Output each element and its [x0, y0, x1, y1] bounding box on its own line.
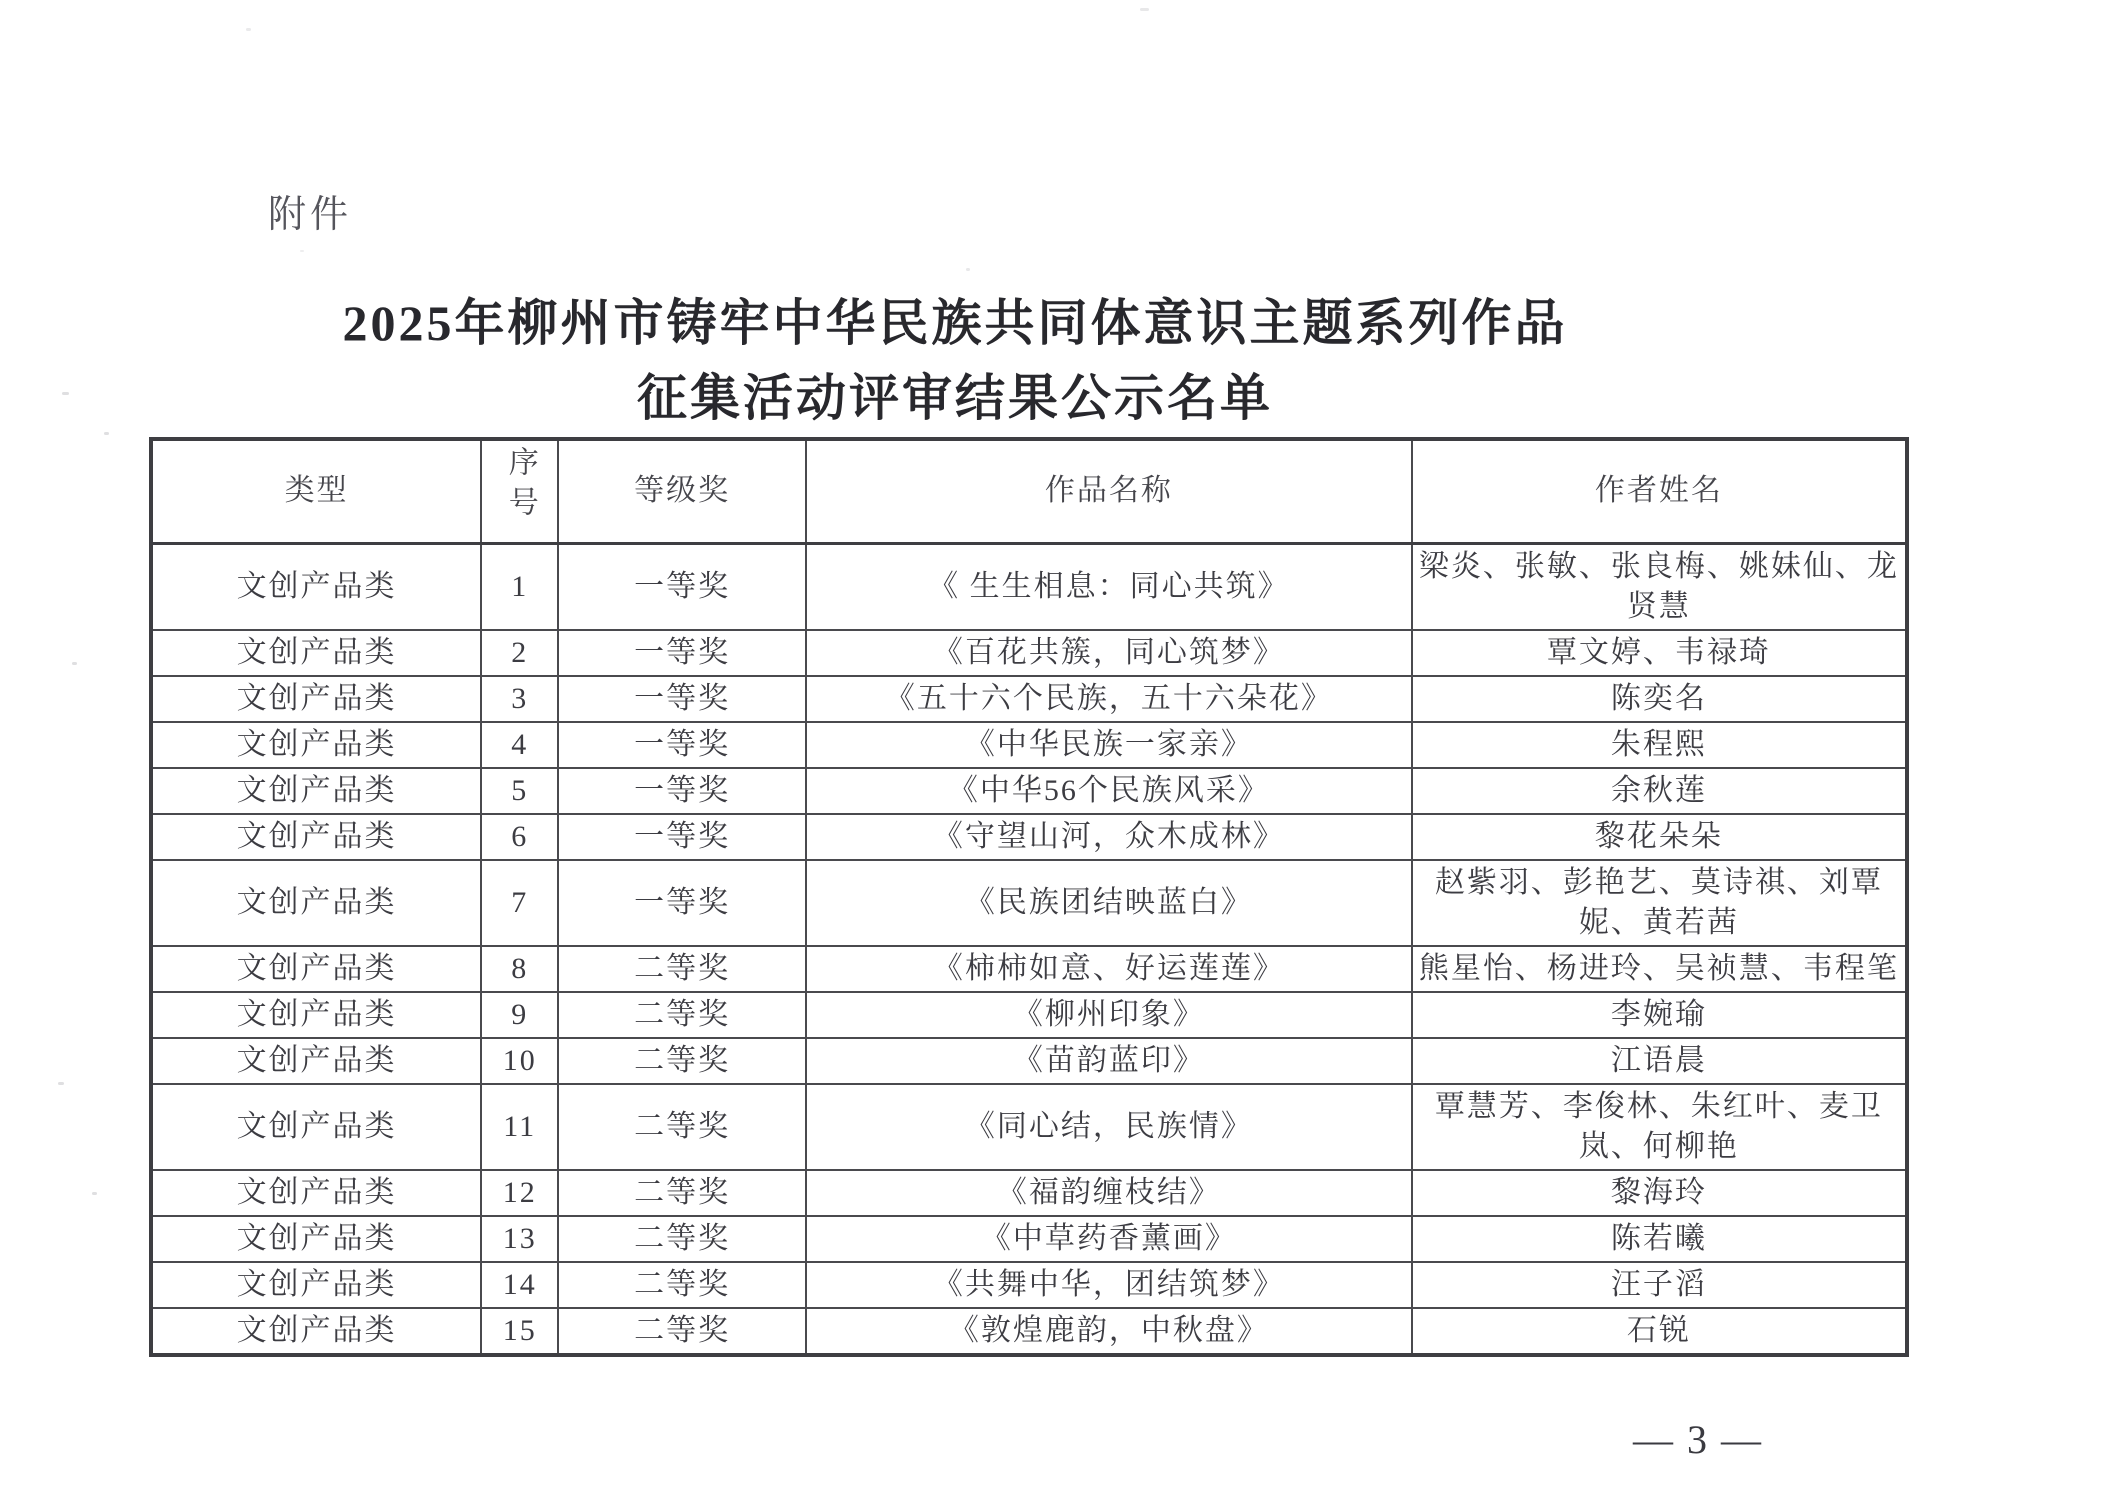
header-cell-award: 等级奖 — [558, 439, 806, 543]
page-number: — 3 — — [1633, 1417, 1763, 1462]
scan-speck — [1140, 8, 1149, 11]
scan-speck — [62, 392, 69, 395]
header-cell-no — [481, 439, 558, 543]
table-row — [151, 722, 1907, 768]
cell-no: 7 — [481, 860, 558, 946]
cell-work: 《福韵缠枝结》 — [806, 1170, 1412, 1216]
table-row — [151, 1038, 1907, 1084]
table-row — [151, 1084, 1907, 1170]
header-row — [151, 439, 1907, 543]
cell-type: 文创产品类 — [151, 1170, 481, 1216]
scan-speck — [246, 28, 251, 31]
table-row — [151, 860, 1907, 946]
cell-no: 11 — [481, 1084, 558, 1170]
cell-award: 一等奖 — [558, 722, 806, 768]
cell-no: 12 — [481, 1170, 558, 1216]
scan-speck — [58, 1082, 64, 1085]
cell-no: 8 — [481, 946, 558, 992]
cell-type: 文创产品类 — [151, 1262, 481, 1308]
cell-work: 《中华56个民族风采》 — [806, 768, 1412, 814]
cell-type: 文创产品类 — [151, 992, 481, 1038]
cell-authors: 朱程熙 — [1412, 722, 1907, 768]
cell-type: 文创产品类 — [151, 676, 481, 722]
cell-no: 5 — [481, 768, 558, 814]
cell-type: 文创产品类 — [151, 630, 481, 676]
cell-work: 《柿柿如意、好运莲莲》 — [806, 946, 1412, 992]
results-table-body — [151, 543, 1907, 1355]
table-row — [151, 1308, 1907, 1355]
cell-no: 14 — [481, 1262, 558, 1308]
cell-authors: 陈若曦 — [1412, 1216, 1907, 1262]
cell-award: 一等奖 — [558, 860, 806, 946]
cell-award: 二等奖 — [558, 1038, 806, 1084]
cell-work: 《柳州印象》 — [806, 992, 1412, 1038]
cell-award: 二等奖 — [558, 1170, 806, 1216]
scan-speck — [966, 268, 970, 271]
cell-award: 一等奖 — [558, 768, 806, 814]
cell-work: 《同心结，民族情》 — [806, 1084, 1412, 1170]
cell-award: 二等奖 — [558, 1084, 806, 1170]
cell-award: 二等奖 — [558, 1262, 806, 1308]
cell-type: 文创产品类 — [151, 768, 481, 814]
header-cell-no-label: 序号 — [503, 445, 537, 526]
cell-award: 一等奖 — [558, 630, 806, 676]
cell-authors: 黎花朵朵 — [1412, 814, 1907, 860]
cell-type: 文创产品类 — [151, 543, 481, 630]
cell-award: 二等奖 — [558, 1216, 806, 1262]
cell-type: 文创产品类 — [151, 860, 481, 946]
cell-type: 文创产品类 — [151, 1038, 481, 1084]
table-row — [151, 814, 1907, 860]
header-cell-authors: 作者姓名 — [1412, 439, 1907, 543]
table-row — [151, 992, 1907, 1038]
cell-authors: 熊星怡、杨进玲、吴祯慧、韦程笔 — [1412, 946, 1907, 992]
table-row — [151, 1262, 1907, 1308]
table-row — [151, 1216, 1907, 1262]
cell-type: 文创产品类 — [151, 1084, 481, 1170]
document-title-line2: 征集活动评审结果公示名单 — [637, 370, 1273, 426]
cell-award: 二等奖 — [558, 992, 806, 1038]
cell-authors: 覃慧芳、李俊林、朱红叶、麦卫岚、何柳艳 — [1412, 1084, 1907, 1170]
cell-work: 《民族团结映蓝白》 — [806, 860, 1412, 946]
attachment-label: 附件 — [268, 194, 353, 236]
cell-type: 文创产品类 — [151, 1308, 481, 1355]
document-title-line1: 2025年柳州市铸牢中华民族共同体意识主题系列作品 — [342, 295, 1568, 351]
cell-type: 文创产品类 — [151, 722, 481, 768]
cell-authors: 陈奕名 — [1412, 676, 1907, 722]
cell-authors: 李婉瑜 — [1412, 992, 1907, 1038]
cell-authors: 赵紫羽、彭艳艺、莫诗祺、刘覃妮、黄若茜 — [1412, 860, 1907, 946]
header-cell-work: 作品名称 — [806, 439, 1412, 543]
scan-speck — [92, 1192, 97, 1195]
cell-no: 1 — [481, 543, 558, 630]
cell-authors: 江语晨 — [1412, 1038, 1907, 1084]
cell-authors: 石锐 — [1412, 1308, 1907, 1355]
document-title — [150, 286, 1760, 436]
cell-award: 二等奖 — [558, 946, 806, 992]
cell-authors: 余秋莲 — [1412, 768, 1907, 814]
cell-work: 《百花共簇，同心筑梦》 — [806, 630, 1412, 676]
cell-no: 3 — [481, 676, 558, 722]
cell-no: 13 — [481, 1216, 558, 1262]
cell-work: 《 生生相息：同心共筑》 — [806, 543, 1412, 630]
cell-authors: 覃文婷、韦禄琦 — [1412, 630, 1907, 676]
cell-award: 一等奖 — [558, 543, 806, 630]
cell-type: 文创产品类 — [151, 1216, 481, 1262]
cell-work: 《中华民族一家亲》 — [806, 722, 1412, 768]
table-row — [151, 946, 1907, 992]
cell-work: 《苗韵蓝印》 — [806, 1038, 1412, 1084]
cell-no: 15 — [481, 1308, 558, 1355]
table-row — [151, 1170, 1907, 1216]
cell-no: 6 — [481, 814, 558, 860]
header-cell-type: 类型 — [151, 439, 481, 543]
cell-no: 4 — [481, 722, 558, 768]
cell-authors: 黎海玲 — [1412, 1170, 1907, 1216]
cell-work: 《守望山河，众木成林》 — [806, 814, 1412, 860]
results-table-header — [151, 439, 1907, 543]
cell-work: 《敦煌鹿韵，中秋盘》 — [806, 1308, 1412, 1355]
scan-speck — [300, 250, 304, 252]
results-table — [149, 437, 1909, 1357]
cell-no: 2 — [481, 630, 558, 676]
scan-speck — [72, 662, 77, 665]
table-row — [151, 543, 1907, 630]
table-row — [151, 768, 1907, 814]
cell-type: 文创产品类 — [151, 814, 481, 860]
table-row — [151, 630, 1907, 676]
cell-authors: 梁炎、张敏、张良梅、姚妹仙、龙贤慧 — [1412, 543, 1907, 630]
cell-no: 9 — [481, 992, 558, 1038]
scan-speck — [104, 432, 109, 435]
table-row — [151, 676, 1907, 722]
cell-work: 《中草药香薰画》 — [806, 1216, 1412, 1262]
cell-award: 一等奖 — [558, 814, 806, 860]
cell-award: 二等奖 — [558, 1308, 806, 1355]
cell-award: 一等奖 — [558, 676, 806, 722]
cell-type: 文创产品类 — [151, 946, 481, 992]
cell-work: 《五十六个民族，五十六朵花》 — [806, 676, 1412, 722]
cell-authors: 汪子滔 — [1412, 1262, 1907, 1308]
cell-no: 10 — [481, 1038, 558, 1084]
cell-work: 《共舞中华，团结筑梦》 — [806, 1262, 1412, 1308]
